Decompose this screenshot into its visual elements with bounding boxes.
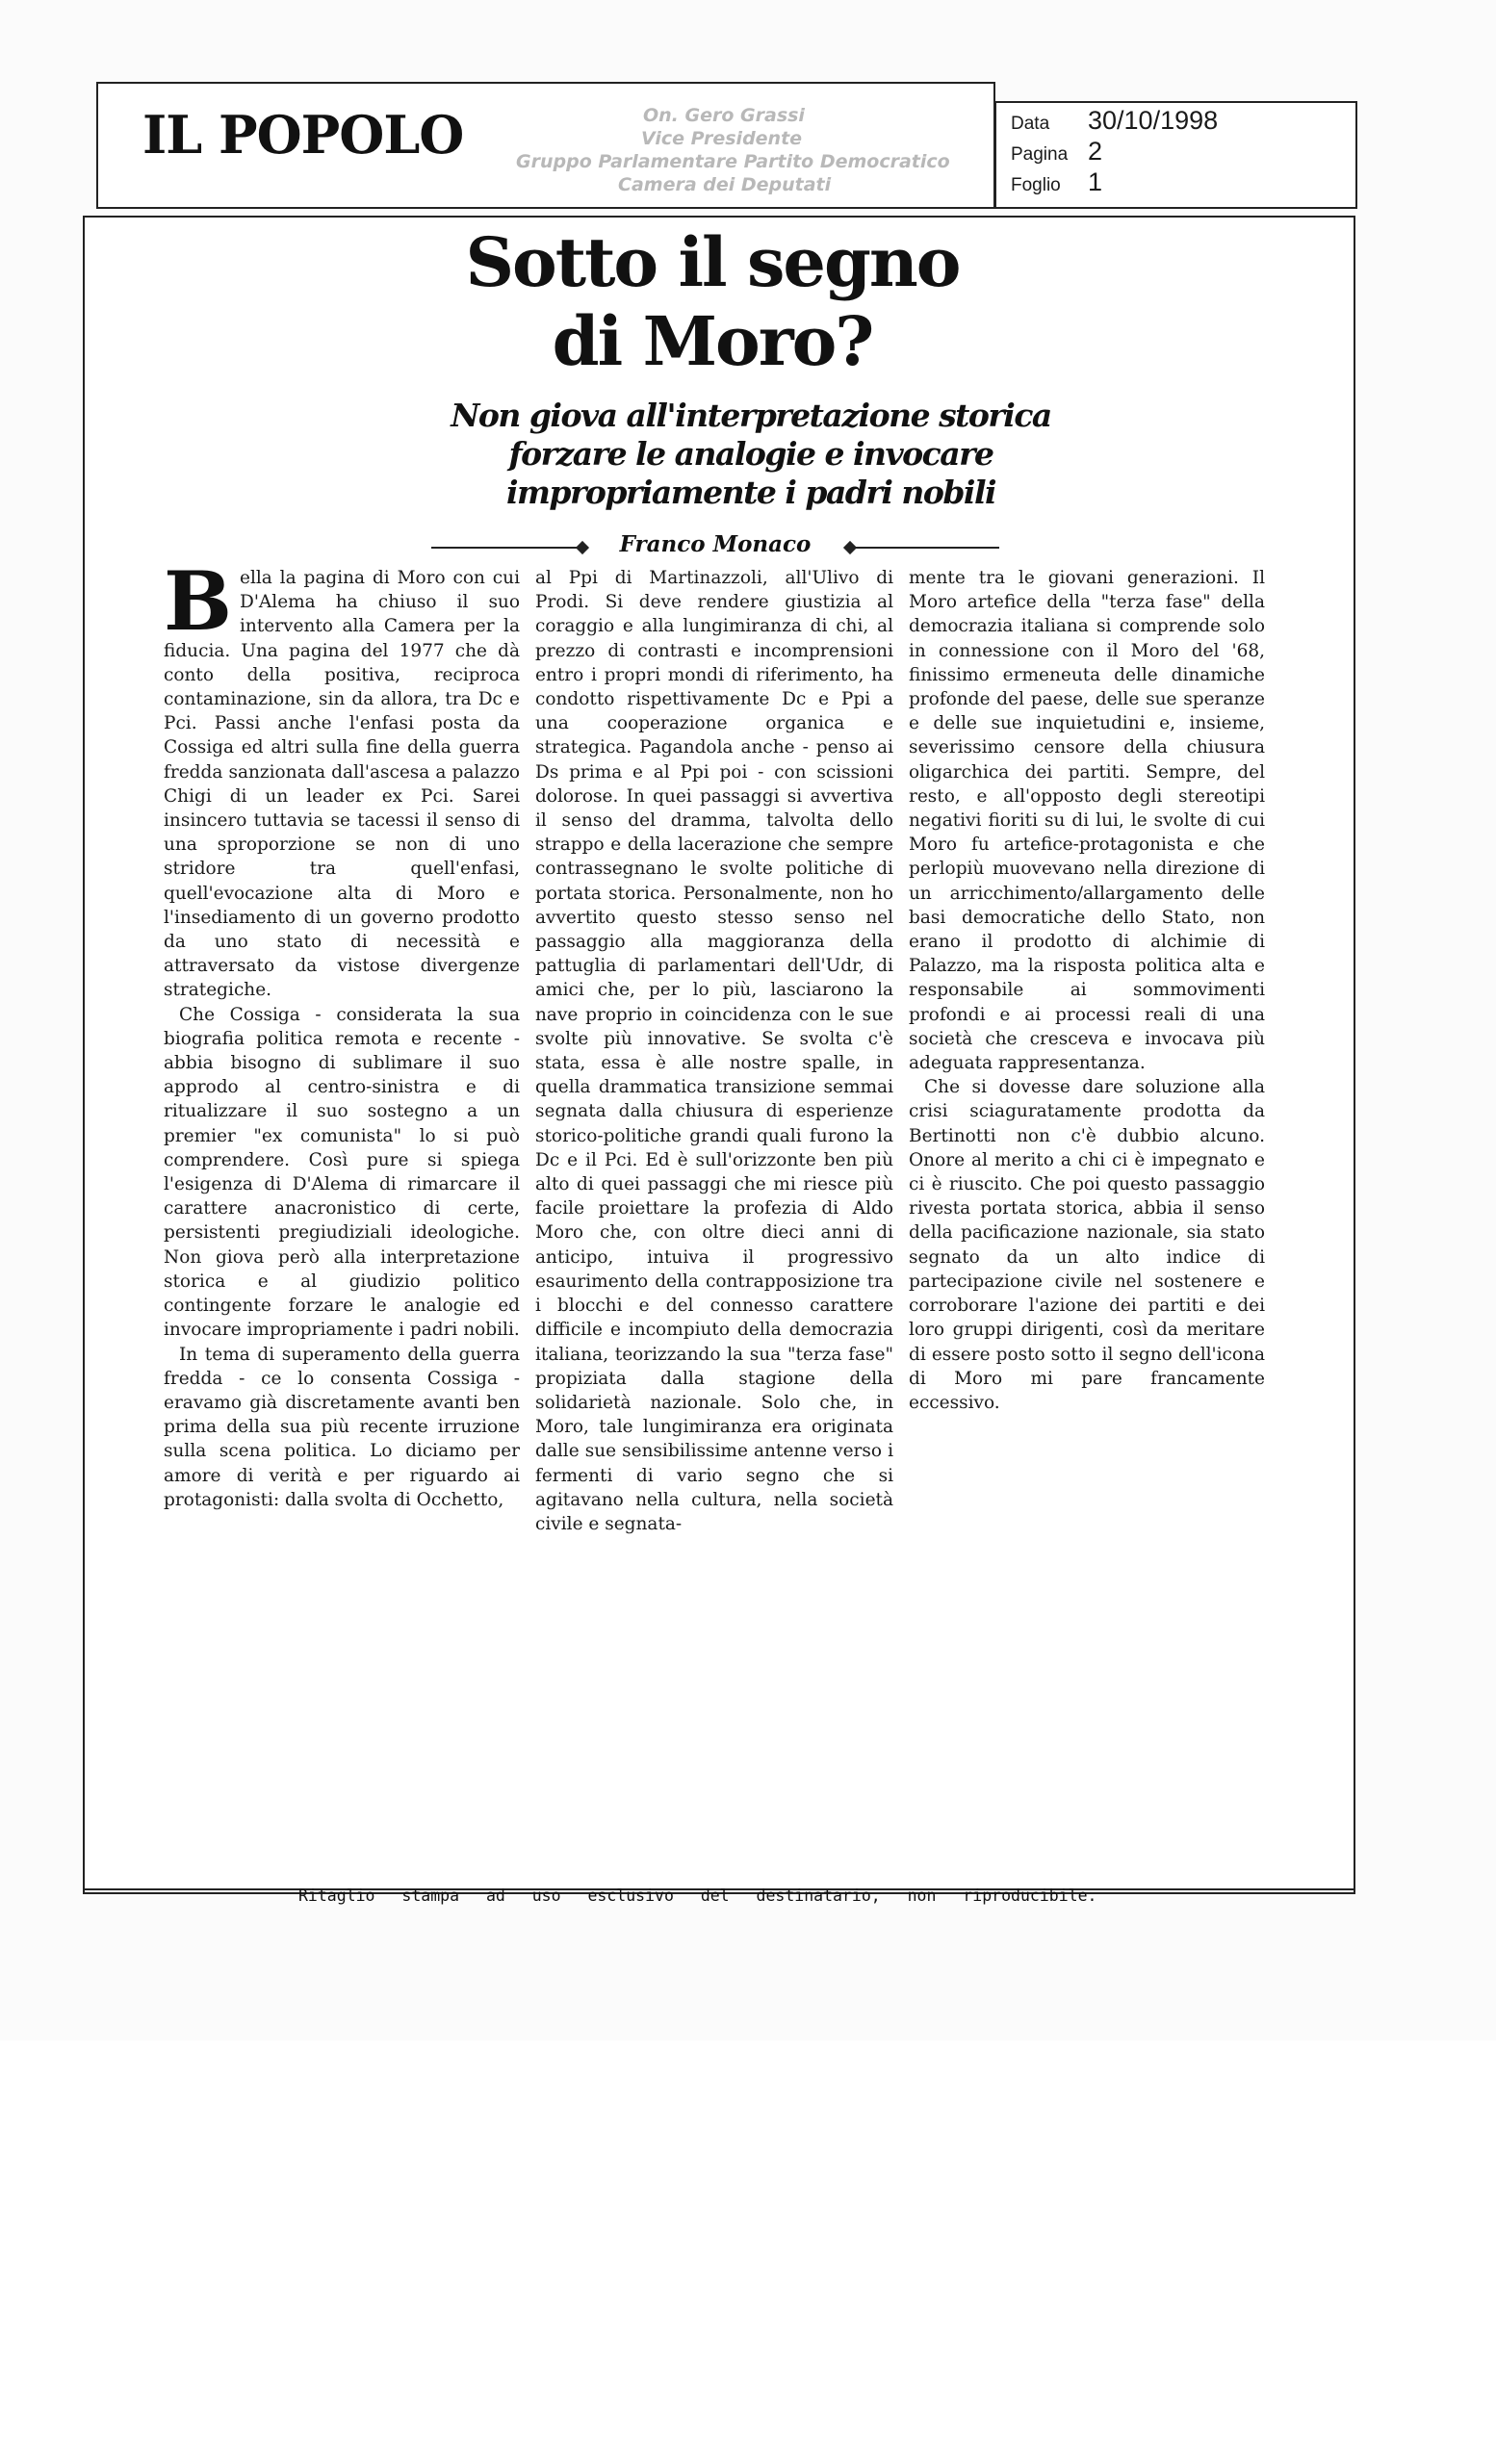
watermark-stamp	[501, 104, 950, 196]
pagina-label: Pagina	[1011, 144, 1069, 165]
article-column-2	[535, 566, 893, 1536]
subhead-line-3: impropriamente i padri nobili	[505, 474, 996, 511]
meta-row-foglio	[1011, 167, 1218, 198]
drop-cap: B	[164, 553, 232, 649]
headline-line-2: di Moro?	[552, 301, 873, 381]
paragraph: al Ppi di Martinazzoli, all'Ulivo di Prodi. Si deve rendere giustizia al coraggio e alla lungimiranza di chi, al prezzo di contrasti e incomprensioni entro i propri mondi di riferimento, ha condotto rispettivamente Dc e Ppi a una cooperazione organica e strategica. Pagandola anche - penso ai Ds prima e al Ppi poi - con scissioni dolorose. In quei passaggi si avvertiva il senso del dramma, talvolta dello strappo e della lacerazione che sempre contrassegnano le svolte politiche di portata storica. Personalmente, non ho avvertito questo stesso senso nel passaggio alla maggioranza della pattuglia di parlamentari dell'Udr, di amici che, per lo più, lasciarono la nave proprio in coincidenza con le sue svolte più innovative. Se svolta c'è stata, essa è alle nostre spalle, in quella drammatica transizione semmai segnata dalla chiusura di esperienze storico-politiche grandi quali furono la Dc e il Pci. Ed è sull'orizzonte ben più alto di quei passaggi che mi riesce più facile proiettare la profezia di Aldo Moro che, con oltre dieci anni di anticipo, intuiva il progressivo esaurimento della contrapposizione tra i blocchi e del connesso carattere difficile e incompiuto della democrazia italiana, teorizzando la sua "terza fase" propiziata dalla stagione della solidarietà nazionale. Solo che, in Moro, tale lungimiranza era originata dalle sue sensibilissime antenne verso i fermenti di vario segno che si agitavano nella cultura, nella società civile e segnata-	[535, 568, 893, 1534]
reproduction-notice: Ritaglio stampa ad uso esclusivo del destinatario, non riproducibile.	[298, 1886, 1097, 1905]
data-value: 30/10/1998	[1088, 106, 1219, 135]
paragraph: Che Cossiga - considerata la sua biografia politica remota e recente - abbia bisogno di sublimare il suo approdo al centro-sinistra e di ritualizzare il suo sostegno a un premier "ex comunista" lo si può comprendere. Così pure si spiega l'esigenza di D'Alema di rimarcare il carattere anacronistico di certe, persistenti pregiudiziali ideologiche. Non giova però alla interpretazione storica e al giudizio politico contingente forzare le analogie ed invocare impropriamente i padri nobili.	[164, 1004, 520, 1341]
meta-row-pagina	[1011, 137, 1218, 167]
paragraph	[164, 553, 520, 1003]
meta-row-data	[1011, 106, 1218, 137]
byline-rule-right	[855, 547, 999, 549]
byline-block	[431, 531, 999, 560]
paragraph: In tema di superamento della guerra fredda - ce lo consenta Cossiga - eravamo già discretamente avanti ben prima della sua più recente irruzione sulla scena politica. Lo diciamo per amore di verità e per riguardo ai protagonisti: dalla svolta di Occhetto,	[164, 1344, 520, 1510]
paragraph: Che si dovesse dare soluzione alla crisi sciaguratamente prodotta da Bertinotti non c'è dubbio alcuno. Onore al merito a chi ci è impegnato e ci è riuscito. Che poi questo passaggio rivesta portata storica, abbia il senso della pacificazione nazionale, sia stato segnato da un alto indice di partecipazione civile nel sostenere e corroborare l'azione dei partiti e dei loro gruppi dirigenti, così da meritare di essere posto sotto il segno dell'icona di Moro mi pare francamente eccessivo.	[909, 1077, 1265, 1413]
pagina-value: 2	[1088, 137, 1103, 166]
foglio-value: 1	[1088, 167, 1103, 196]
article-column-3	[909, 566, 1265, 1415]
article-subheadline	[414, 397, 1088, 512]
stamp-line-1: On. Gero Grassi	[643, 105, 805, 126]
article-column-1	[164, 553, 520, 1512]
headline-line-1: Sotto il segno	[465, 222, 960, 302]
clipping-metadata	[1011, 106, 1218, 198]
stamp-line-3: Gruppo Parlamentare Partito Democratico	[516, 151, 950, 172]
diamond-ornament-left-icon	[576, 541, 589, 554]
paragraph-text: ella la pagina di Moro con cui D'Alema ha chiuso il suo intervento alla Camera per la fiducia. Una pagina del 1977 che dà conto della positiva, reciproca contaminazione, sin da allora, tra Dc e Pci. Passi anche l'enfasi posta da Cossiga ed altri sulla fine della guerra fredda sanzionata dall'ascesa a palazzo Chigi di un leader ex Pci. Sarei insincero tuttavia se tacessi il senso di una sproporzione se non di uno stridore tra quell'enfasi, quell'evocazione alta di Moro e l'insediamento di un governo prodotto da uno stato di necessità e attraversato da vistose divergenze strategiche.	[164, 568, 520, 1001]
paragraph: mente tra le giovani generazioni. Il Moro artefice della "terza fase" della democrazia italiana si comprende solo in connessione con il Moro del '68, finissimo ermeneuta delle dinamiche profonde del paese, delle sue speranze e delle sue inquietudini e, insieme, severissimo censore della chiusura oligarchica dei partiti. Sempre, del resto, e all'opposto degli stereotipi negativi fioriti su di lui, le svolte di cui Moro fu artefice-protagonista e che perlopiù muovevano nella direzione di un arricchimento/allargamento delle basi democratiche dello Stato, non erano il prodotto di alchimie di Palazzo, ma la risposta politica alta e responsabile ai sommovimenti profondi e ai processi reali di una società che cresceva e invocava più adeguata rappresentanza.	[909, 568, 1265, 1074]
newspaper-masthead: IL POPOLO	[142, 104, 464, 166]
author-byline: Franco Monaco	[619, 531, 812, 557]
foglio-label: Foglio	[1011, 175, 1061, 195]
subhead-line-2: forzare le analogie e invocare	[508, 435, 993, 473]
byline-rule-left	[431, 547, 583, 549]
stamp-line-2: Vice Presidente	[641, 128, 803, 149]
subhead-line-1: Non giova all'interpretazione storica	[451, 397, 1051, 434]
stamp-line-4: Camera dei Deputati	[618, 174, 832, 195]
data-label: Data	[1011, 114, 1050, 134]
article-headline	[289, 223, 1136, 381]
